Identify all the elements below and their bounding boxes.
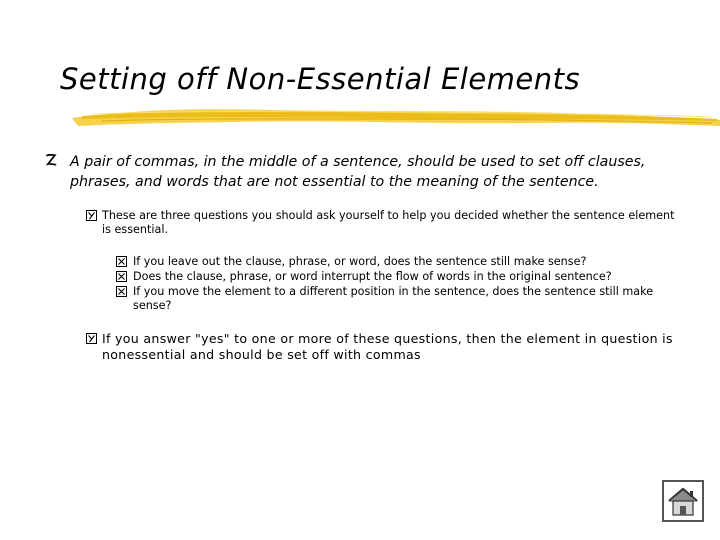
sub-bullet-questions-intro-text: These are three questions you should ask yourself to help you decided whether the sentence element is essential. [102,209,675,236]
x-box-bullet-icon [116,286,127,297]
x-box-bullet-icon [116,271,127,282]
home-icon [664,482,702,520]
question-item-text: If you leave out the clause, phrase, or word, does the sentence still make sense? [133,255,587,268]
script-z-bullet-icon [44,153,58,167]
sub-bullet-questions-intro [86,209,686,237]
conclusion-bullet-text: If you answer "yes" to one or more of these questions, then the element in question is nonessential and should be set off with commas [102,331,673,362]
question-item [116,285,676,313]
main-bullet [44,152,694,192]
x-box-bullet-icon [116,256,127,267]
question-item-text: If you move the element to a different position in the sentence, does the sentence still make sense? [133,285,654,312]
conclusion-bullet [86,331,686,363]
home-button[interactable] [662,480,704,522]
main-bullet-text: A pair of commas, in the middle of a sentence, should be used to set off clauses, phrases, and words that are not essential to the meaning of the sentence. [70,154,646,190]
title-underline-brushstroke [72,104,720,130]
slide-title: Setting off Non-Essential Elements [60,62,581,96]
question-item [116,255,676,269]
question-item-text: Does the clause, phrase, or word interrupt the flow of words in the original sentence? [133,270,612,283]
checkbox-y-bullet-icon [86,210,97,221]
question-item [116,270,676,284]
checkbox-y-bullet-icon [86,333,97,344]
